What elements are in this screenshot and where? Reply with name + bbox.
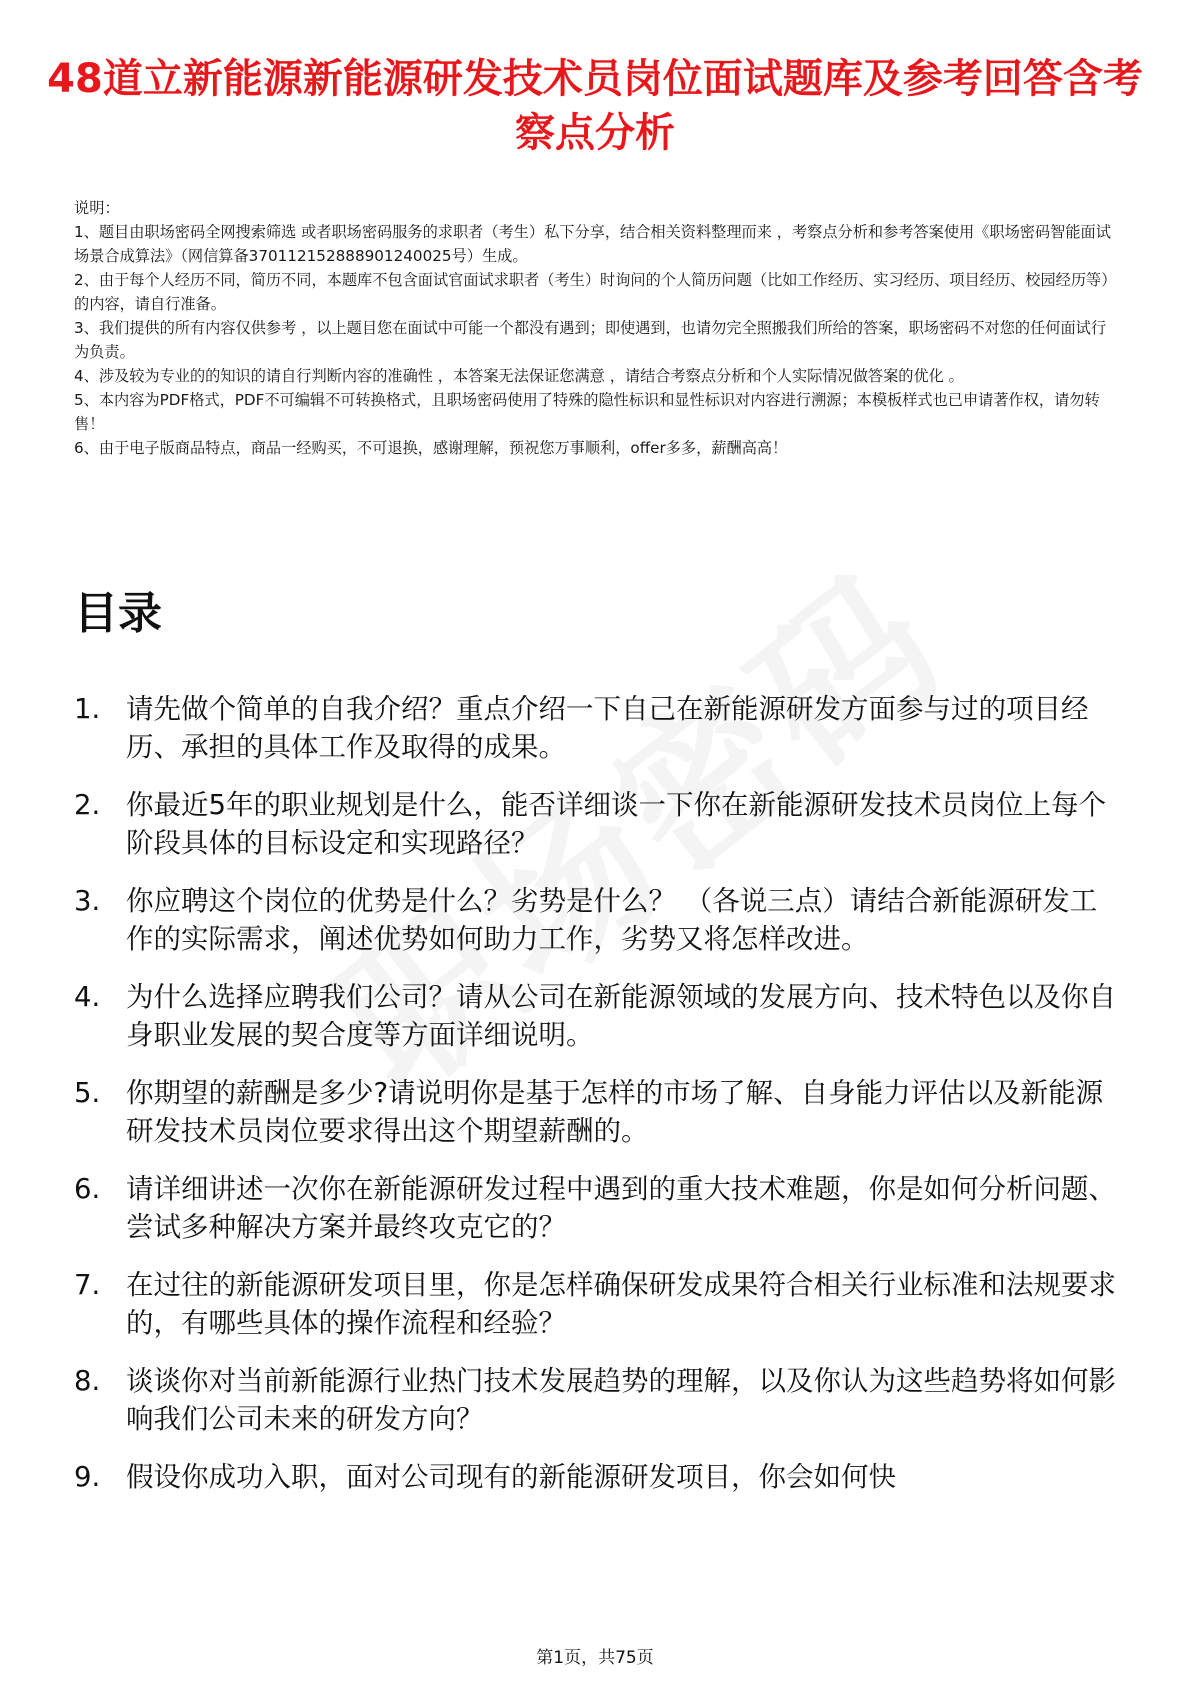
toc-item[interactable] xyxy=(74,1170,1124,1246)
toc-item-number: 1. xyxy=(74,693,101,725)
note-item: 2、由于每个人经历不同，简历不同，本题库不包含面试官面试求职者（考生）时询问的个人简历问题（比如工作经历、实习经历、项目经历、校园经历等）的内容，请自行准备。 xyxy=(74,271,1117,313)
toc-item-text: 你期望的薪酬是多少?请说明你是基于怎样的市场了解、自身能力评估以及新能源研发技术员岗位要求得出这个期望薪酬的。 xyxy=(126,1077,1104,1147)
toc-item-text: 请先做个简单的自我介绍？重点介绍一下自己在新能源研发方面参与过的项目经历、承担的具体工作及取得的成果。 xyxy=(126,693,1089,763)
note-item: 3、我们提供的所有内容仅供参考 ，以上题目您在面试中可能一个都没有遇到；即使遇到，也请勿完全照搬我们所给的答案，职场密码不对您的任何面试行为负责。 xyxy=(74,319,1107,361)
toc-item-text: 请详细讲述一次你在新能源研发过程中遇到的重大技术难题，你是如何分析问题、尝试多种解决方案并最终攻克它的？ xyxy=(126,1173,1116,1243)
toc-item-number: 2. xyxy=(74,789,101,821)
note-item: 1、题目由职场密码全网搜索筛选 或者职场密码服务的求职者（考生）私下分享，结合相关资料整理而来 ，考察点分析和参考答案使用《职场密码智能面试场景合成算法》（网信算备370112152888901240025号）生成。 xyxy=(74,223,1111,265)
page-title: 48道立新能源新能源研发技术员岗位面试题库及参考回答含考察点分析 xyxy=(47,56,1143,156)
note-item: 4、涉及较为专业的的知识的请自行判断内容的准确性 ，本答案无法保证您满意 ，请结合考察点分析和个人实际情况做答案的优化 。 xyxy=(74,367,964,385)
toc-item-number: 3. xyxy=(74,885,101,917)
notes-section xyxy=(74,196,1119,460)
toc-item-number: 7. xyxy=(74,1269,101,1301)
toc-heading: 目录 xyxy=(74,588,162,639)
toc-item[interactable] xyxy=(74,1458,1124,1496)
toc-item[interactable] xyxy=(74,786,1124,862)
notes-heading: 说明： xyxy=(74,199,120,217)
note-item: 6、由于电子版商品特点，商品一经购买，不可退换，感谢理解，预祝您万事顺利，offer多多，薪酬高高！ xyxy=(74,439,788,457)
toc-item-number: 5. xyxy=(74,1077,101,1109)
toc-item-text: 在过往的新能源研发项目里，你是怎样确保研发成果符合相关行业标准和法规要求的，有哪些具体的操作流程和经验？ xyxy=(126,1269,1116,1339)
toc-item-text: 假设你成功入职，面对公司现有的新能源研发项目，你会如何快 xyxy=(126,1461,896,1493)
toc-item[interactable] xyxy=(74,1266,1124,1342)
toc-list xyxy=(74,690,1124,1516)
note-item: 5、本内容为PDF格式，PDF不可编辑不可转换格式，且职场密码使用了特殊的隐性标识和显性标识对内容进行溯源；本模板样式也已申请著作权，请勿转售！ xyxy=(74,391,1100,433)
toc-item-number: 9. xyxy=(74,1461,101,1493)
toc-item-text: 你最近5年的职业规划是什么，能否详细谈一下你在新能源研发技术员岗位上每个阶段具体的目标设定和实现路径？ xyxy=(126,789,1106,859)
toc-item[interactable] xyxy=(74,1074,1124,1150)
page-number: 第1页，共75页 xyxy=(536,1648,654,1668)
toc-item-number: 6. xyxy=(74,1173,101,1205)
toc-item[interactable] xyxy=(74,978,1124,1054)
toc-item[interactable] xyxy=(74,882,1124,958)
toc-item[interactable] xyxy=(74,1362,1124,1438)
toc-item-text: 为什么选择应聘我们公司？请从公司在新能源领域的发展方向、技术特色以及你自身职业发展的契合度等方面详细说明。 xyxy=(126,981,1116,1051)
toc-item-number: 8. xyxy=(74,1365,101,1397)
toc-item-text: 谈谈你对当前新能源行业热门技术发展趋势的理解，以及你认为这些趋势将如何影响我们公司未来的研发方向？ xyxy=(126,1365,1116,1435)
toc-item[interactable] xyxy=(74,690,1124,766)
toc-item-text: 你应聘这个岗位的优势是什么？劣势是什么？ （各说三点）请结合新能源研发工作的实际需求，阐述优势如何助力工作，劣势又将怎样改进。 xyxy=(126,885,1098,955)
toc-item-number: 4. xyxy=(74,981,101,1013)
